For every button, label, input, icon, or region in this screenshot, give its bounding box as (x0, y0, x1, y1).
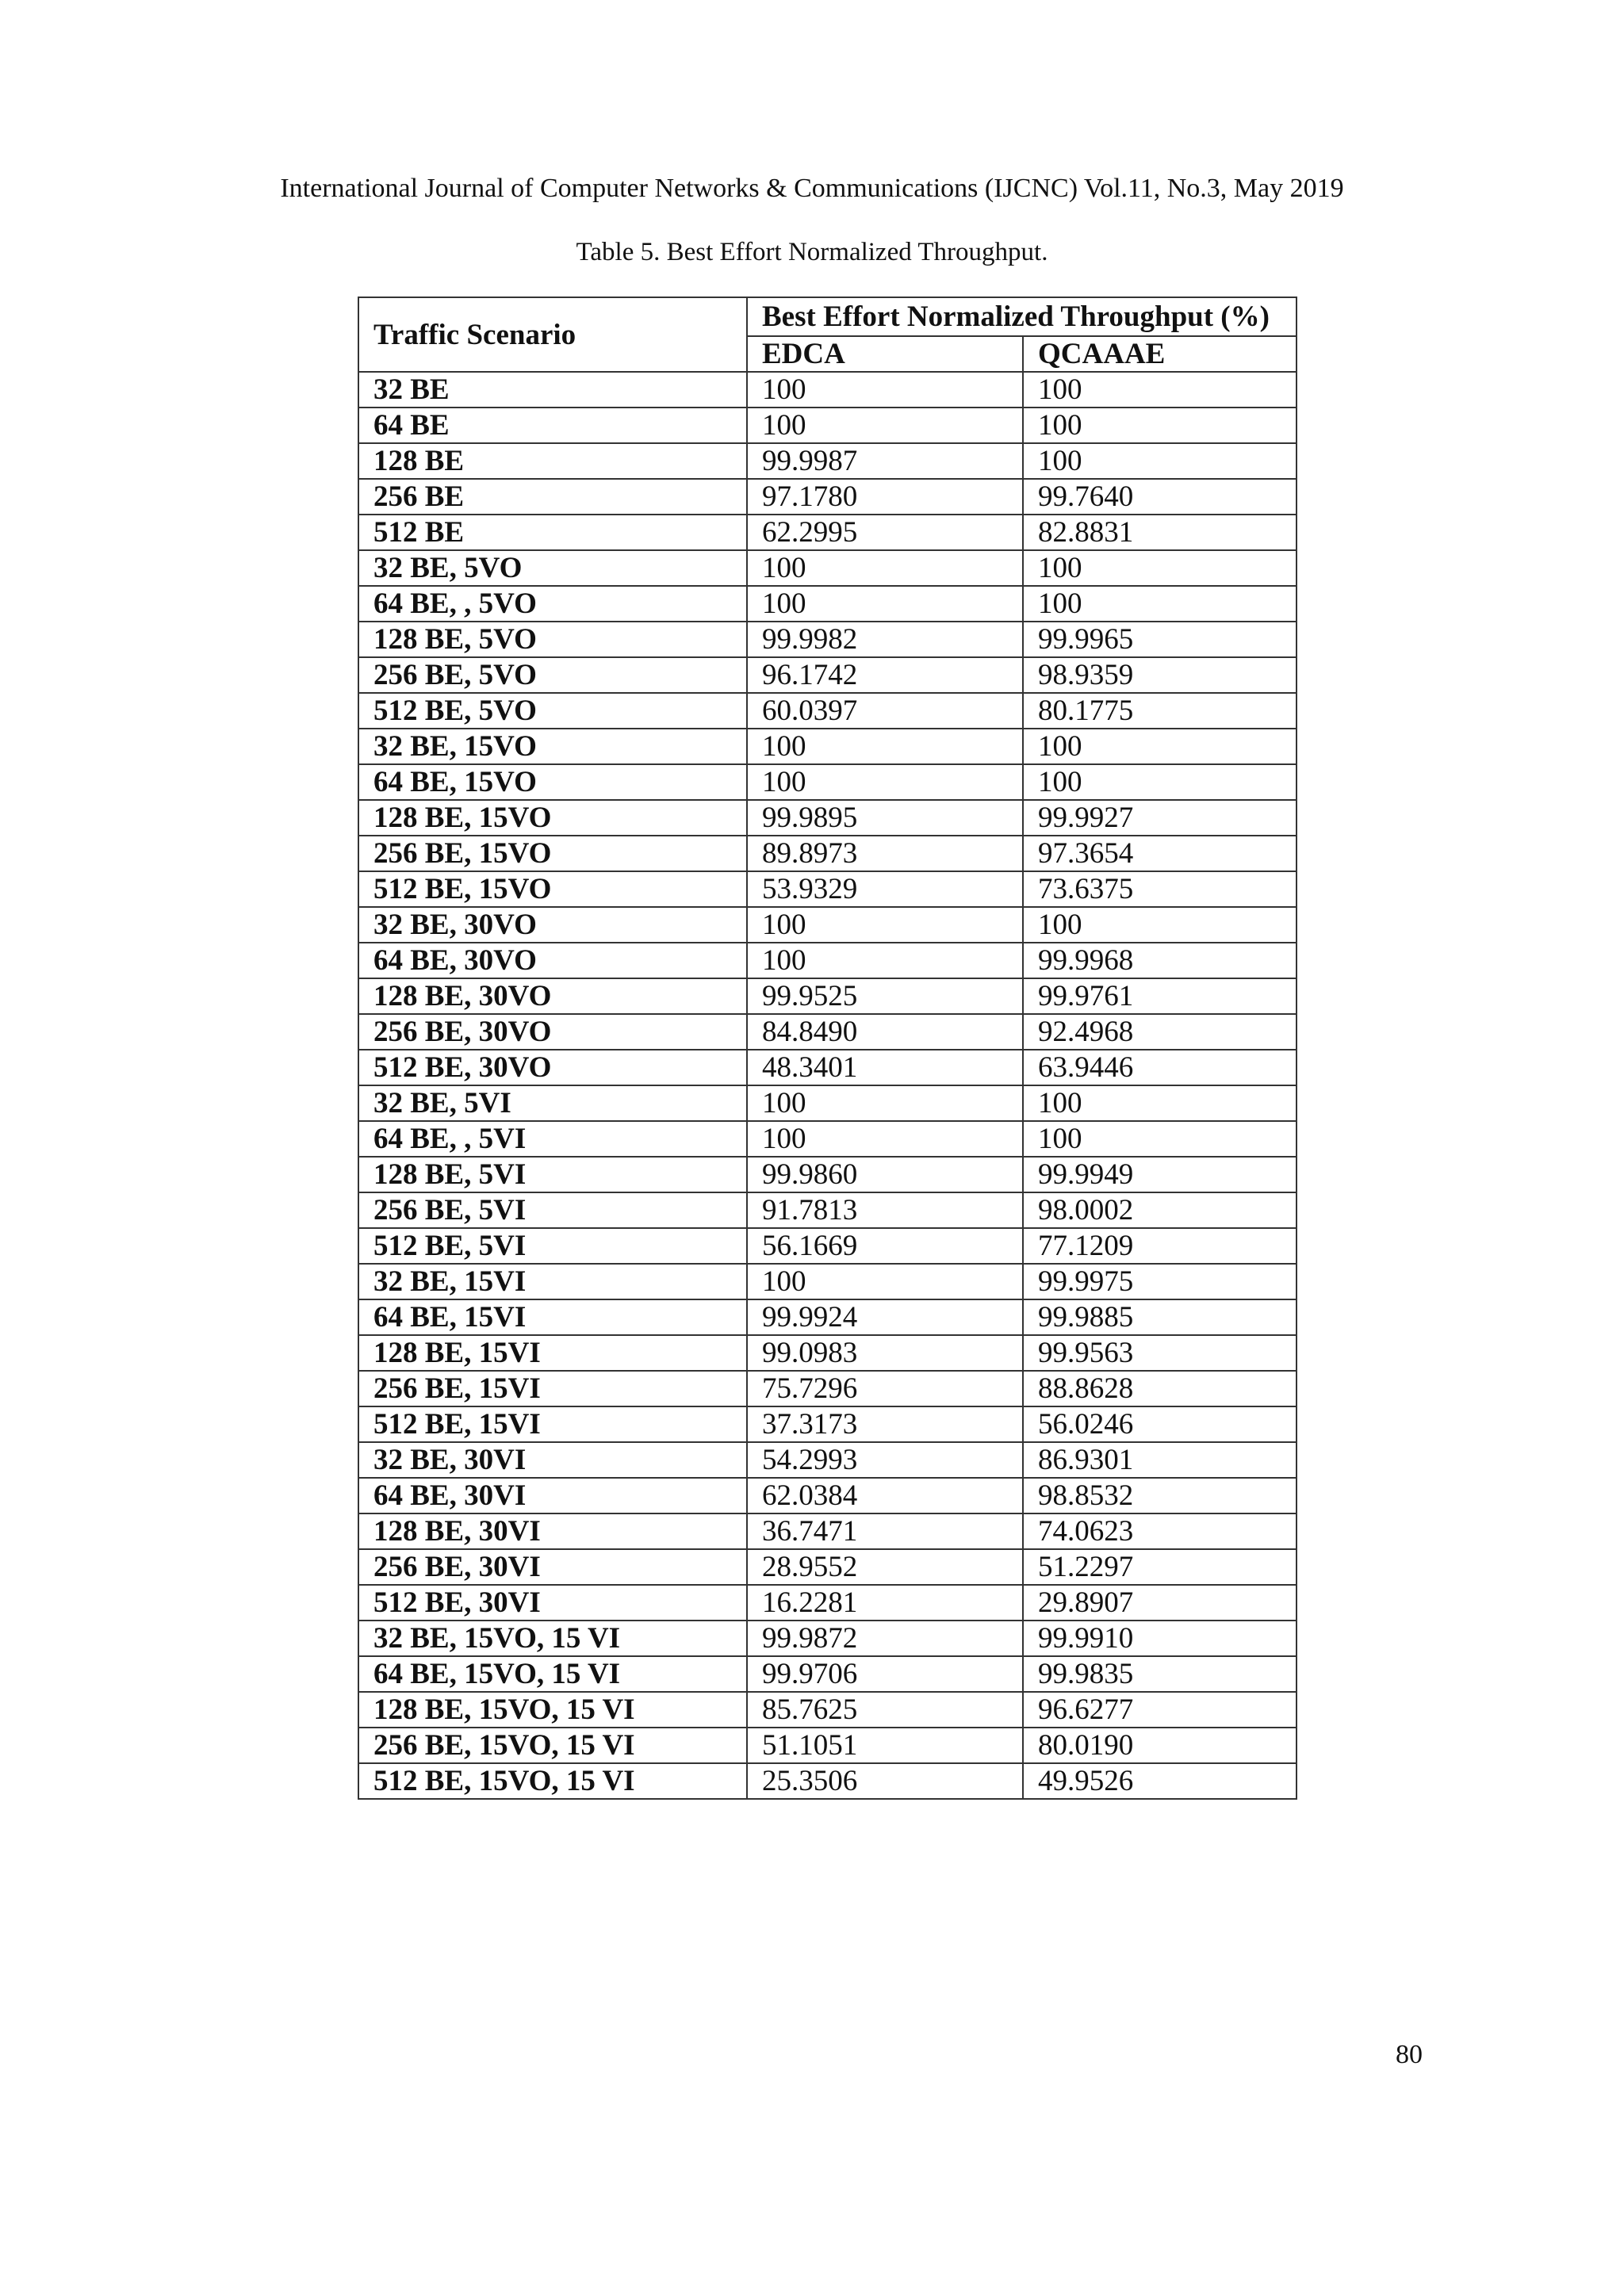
edca-value-cell: 37.3173 (747, 1406, 1023, 1442)
table-row (358, 1299, 1297, 1335)
qcaaae-value-cell: 100 (1023, 550, 1297, 586)
table-header (358, 297, 1297, 372)
table-row (358, 1264, 1297, 1299)
table-row (358, 729, 1297, 764)
table-row (358, 443, 1297, 479)
scenario-cell: 32 BE (358, 372, 747, 408)
qcaaae-value-cell: 99.9965 (1023, 622, 1297, 657)
scenario-cell: 512 BE, 15VI (358, 1406, 747, 1442)
page-number: 80 (1396, 2040, 1423, 2069)
table-row (358, 515, 1297, 550)
edca-value-cell: 99.9924 (747, 1299, 1023, 1335)
scenario-cell: 512 BE, 30VO (358, 1050, 747, 1085)
table-caption: Table 5. Best Effort Normalized Throughput. (576, 238, 1048, 266)
scenario-cell: 128 BE (358, 443, 747, 479)
qcaaae-value-cell: 80.0190 (1023, 1728, 1297, 1763)
scenario-cell: 32 BE, 15VI (358, 1264, 747, 1299)
scenario-cell: 32 BE, 5VI (358, 1085, 747, 1121)
scenario-cell: 128 BE, 30VO (358, 978, 747, 1014)
table-row (358, 1585, 1297, 1621)
qcaaae-column-header: QCAAAE (1023, 336, 1297, 372)
throughput-table (358, 297, 1297, 1800)
table-row (358, 1478, 1297, 1513)
qcaaae-value-cell: 99.9949 (1023, 1157, 1297, 1192)
qcaaae-value-cell: 49.9526 (1023, 1763, 1297, 1799)
edca-value-cell: 91.7813 (747, 1192, 1023, 1228)
table-row (358, 1228, 1297, 1264)
edca-value-cell: 53.9329 (747, 871, 1023, 907)
table-row (358, 622, 1297, 657)
scenario-cell: 64 BE, , 5VO (358, 586, 747, 622)
edca-value-cell: 85.7625 (747, 1692, 1023, 1728)
scenario-cell: 64 BE, 15VI (358, 1299, 747, 1335)
table-row (358, 764, 1297, 800)
table-header-row (358, 297, 1297, 336)
edca-value-cell: 96.1742 (747, 657, 1023, 693)
qcaaae-value-cell: 100 (1023, 1121, 1297, 1157)
scenario-cell: 128 BE, 5VI (358, 1157, 747, 1192)
table-row (358, 1192, 1297, 1228)
scenario-cell: 32 BE, 15VO, 15 VI (358, 1621, 747, 1656)
table-row (358, 1085, 1297, 1121)
scenario-cell: 128 BE, 15VO, 15 VI (358, 1692, 747, 1728)
qcaaae-value-cell: 100 (1023, 408, 1297, 443)
table-row (358, 1728, 1297, 1763)
table-body (358, 372, 1297, 1799)
edca-value-cell: 99.0983 (747, 1335, 1023, 1371)
scenario-cell: 64 BE, , 5VI (358, 1121, 747, 1157)
scenario-cell: 512 BE (358, 515, 747, 550)
qcaaae-value-cell: 99.7640 (1023, 479, 1297, 515)
edca-value-cell: 89.8973 (747, 836, 1023, 871)
qcaaae-value-cell: 73.6375 (1023, 871, 1297, 907)
edca-value-cell: 51.1051 (747, 1728, 1023, 1763)
scenario-cell: 256 BE (358, 479, 747, 515)
qcaaae-value-cell: 56.0246 (1023, 1406, 1297, 1442)
edca-value-cell: 28.9552 (747, 1549, 1023, 1585)
edca-value-cell: 62.0384 (747, 1478, 1023, 1513)
table-row (358, 1656, 1297, 1692)
qcaaae-value-cell: 100 (1023, 443, 1297, 479)
qcaaae-value-cell: 98.8532 (1023, 1478, 1297, 1513)
edca-value-cell: 84.8490 (747, 1014, 1023, 1050)
qcaaae-value-cell: 77.1209 (1023, 1228, 1297, 1264)
table-row (358, 1121, 1297, 1157)
qcaaae-value-cell: 98.9359 (1023, 657, 1297, 693)
edca-value-cell: 25.3506 (747, 1763, 1023, 1799)
qcaaae-value-cell: 82.8831 (1023, 515, 1297, 550)
table-row (358, 836, 1297, 871)
scenario-cell: 256 BE, 15VI (358, 1371, 747, 1406)
edca-value-cell: 99.9895 (747, 800, 1023, 836)
qcaaae-value-cell: 97.3654 (1023, 836, 1297, 871)
table-row (358, 550, 1297, 586)
scenario-cell: 128 BE, 15VO (358, 800, 747, 836)
edca-value-cell: 54.2993 (747, 1442, 1023, 1478)
table-row (358, 1157, 1297, 1192)
edca-value-cell: 100 (747, 586, 1023, 622)
table-row (358, 1692, 1297, 1728)
qcaaae-value-cell: 99.9968 (1023, 943, 1297, 978)
qcaaae-value-cell: 100 (1023, 907, 1297, 943)
edca-value-cell: 97.1780 (747, 479, 1023, 515)
table-row (358, 943, 1297, 978)
edca-value-cell: 100 (747, 943, 1023, 978)
table-row (358, 800, 1297, 836)
qcaaae-value-cell: 92.4968 (1023, 1014, 1297, 1050)
table-row (358, 1406, 1297, 1442)
scenario-cell: 32 BE, 15VO (358, 729, 747, 764)
table-row (358, 657, 1297, 693)
edca-value-cell: 99.9860 (747, 1157, 1023, 1192)
throughput-group-header: Best Effort Normalized Throughput (%) (747, 297, 1297, 336)
qcaaae-value-cell: 74.0623 (1023, 1513, 1297, 1549)
edca-column-header: EDCA (747, 336, 1023, 372)
qcaaae-value-cell: 100 (1023, 764, 1297, 800)
scenario-cell: 128 BE, 5VO (358, 622, 747, 657)
table-row (358, 1335, 1297, 1371)
qcaaae-value-cell: 100 (1023, 372, 1297, 408)
qcaaae-value-cell: 88.8628 (1023, 1371, 1297, 1406)
qcaaae-value-cell: 80.1775 (1023, 693, 1297, 729)
scenario-cell: 256 BE, 5VI (358, 1192, 747, 1228)
edca-value-cell: 99.9872 (747, 1621, 1023, 1656)
qcaaae-value-cell: 99.9927 (1023, 800, 1297, 836)
qcaaae-value-cell: 86.9301 (1023, 1442, 1297, 1478)
edca-value-cell: 99.9982 (747, 622, 1023, 657)
table-row (358, 1442, 1297, 1478)
edca-value-cell: 48.3401 (747, 1050, 1023, 1085)
scenario-cell: 64 BE (358, 408, 747, 443)
scenario-cell: 128 BE, 15VI (358, 1335, 747, 1371)
table-row (358, 907, 1297, 943)
scenario-cell: 256 BE, 30VI (358, 1549, 747, 1585)
scenario-cell: 512 BE, 15VO, 15 VI (358, 1763, 747, 1799)
qcaaae-value-cell: 99.9761 (1023, 978, 1297, 1014)
qcaaae-value-cell: 98.0002 (1023, 1192, 1297, 1228)
edca-value-cell: 100 (747, 764, 1023, 800)
scenario-cell: 64 BE, 30VO (358, 943, 747, 978)
table-row (358, 372, 1297, 408)
scenario-cell: 512 BE, 5VI (358, 1228, 747, 1264)
table-row (358, 479, 1297, 515)
edca-value-cell: 75.7296 (747, 1371, 1023, 1406)
edca-value-cell: 16.2281 (747, 1585, 1023, 1621)
edca-value-cell: 100 (747, 550, 1023, 586)
scenario-cell: 256 BE, 30VO (358, 1014, 747, 1050)
edca-value-cell: 60.0397 (747, 693, 1023, 729)
scenario-cell: 256 BE, 15VO, 15 VI (358, 1728, 747, 1763)
running-header: International Journal of Computer Networks & Communications (IJCNC) Vol.11, No.3, May 2019 (280, 174, 1344, 203)
edca-value-cell: 62.2995 (747, 515, 1023, 550)
table-row (358, 586, 1297, 622)
edca-value-cell: 100 (747, 729, 1023, 764)
table-row (358, 408, 1297, 443)
table-row (358, 978, 1297, 1014)
table-row (358, 1513, 1297, 1549)
edca-value-cell: 100 (747, 408, 1023, 443)
edca-value-cell: 56.1669 (747, 1228, 1023, 1264)
scenario-cell: 512 BE, 15VO (358, 871, 747, 907)
scenario-cell: 256 BE, 5VO (358, 657, 747, 693)
table-row (358, 1763, 1297, 1799)
scenario-cell: 64 BE, 15VO, 15 VI (358, 1656, 747, 1692)
table-row (358, 693, 1297, 729)
scenario-cell: 32 BE, 30VO (358, 907, 747, 943)
scenario-cell: 64 BE, 30VI (358, 1478, 747, 1513)
qcaaae-value-cell: 99.9910 (1023, 1621, 1297, 1656)
scenario-cell: 32 BE, 5VO (358, 550, 747, 586)
edca-value-cell: 100 (747, 1121, 1023, 1157)
qcaaae-value-cell: 29.8907 (1023, 1585, 1297, 1621)
traffic-scenario-header: Traffic Scenario (358, 297, 747, 372)
qcaaae-value-cell: 100 (1023, 729, 1297, 764)
edca-value-cell: 100 (747, 1085, 1023, 1121)
table-row (358, 1014, 1297, 1050)
scenario-cell: 512 BE, 30VI (358, 1585, 747, 1621)
scenario-cell: 64 BE, 15VO (358, 764, 747, 800)
qcaaae-value-cell: 51.2297 (1023, 1549, 1297, 1585)
table-row (358, 1621, 1297, 1656)
edca-value-cell: 99.9525 (747, 978, 1023, 1014)
edca-value-cell: 100 (747, 1264, 1023, 1299)
qcaaae-value-cell: 96.6277 (1023, 1692, 1297, 1728)
qcaaae-value-cell: 100 (1023, 586, 1297, 622)
table-row (358, 1050, 1297, 1085)
table-row (358, 871, 1297, 907)
edca-value-cell: 100 (747, 372, 1023, 408)
scenario-cell: 128 BE, 30VI (358, 1513, 747, 1549)
qcaaae-value-cell: 99.9563 (1023, 1335, 1297, 1371)
scenario-cell: 256 BE, 15VO (358, 836, 747, 871)
qcaaae-value-cell: 99.9975 (1023, 1264, 1297, 1299)
table-row (358, 1371, 1297, 1406)
scenario-cell: 512 BE, 5VO (358, 693, 747, 729)
table-row (358, 1549, 1297, 1585)
qcaaae-value-cell: 100 (1023, 1085, 1297, 1121)
edca-value-cell: 100 (747, 907, 1023, 943)
qcaaae-value-cell: 99.9835 (1023, 1656, 1297, 1692)
qcaaae-value-cell: 99.9885 (1023, 1299, 1297, 1335)
edca-value-cell: 99.9987 (747, 443, 1023, 479)
edca-value-cell: 99.9706 (747, 1656, 1023, 1692)
edca-value-cell: 36.7471 (747, 1513, 1023, 1549)
scenario-cell: 32 BE, 30VI (358, 1442, 747, 1478)
qcaaae-value-cell: 63.9446 (1023, 1050, 1297, 1085)
